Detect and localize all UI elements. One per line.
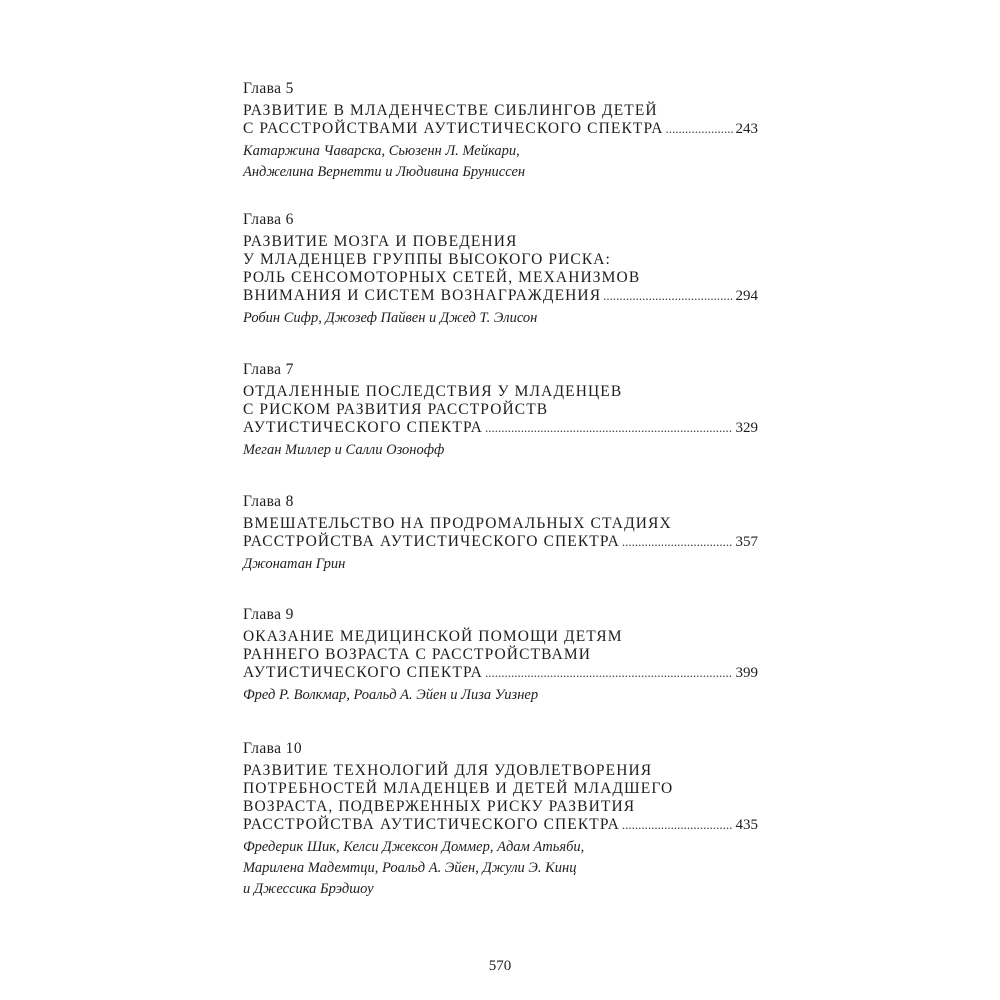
chapter-authors xyxy=(243,837,758,900)
chapter-title-line: ПОТРЕБНОСТЕЙ МЛАДЕНЦЕВ И ДЕТЕЙ МЛАДШЕГО xyxy=(243,780,674,797)
chapter-title-line: ОТДАЛЕННЫЕ ПОСЛЕДСТВИЯ У МЛАДЕНЦЕВ xyxy=(243,383,623,400)
page-number: 329 xyxy=(735,420,758,436)
chapter-label: Глава 9 xyxy=(243,606,294,623)
author-line: Катаржина Чаварска, Сьюзенн Л. Мейкари, xyxy=(243,143,520,159)
dot-leader xyxy=(622,533,733,551)
chapter-title-line: ВМЕШАТЕЛЬСТВО НА ПРОДРОМАЛЬНЫХ СТАДИЯХ xyxy=(243,515,672,532)
page-number: 435 xyxy=(735,817,758,833)
chapter-title-line: У МЛАДЕНЦЕВ ГРУППЫ ВЫСОКОГО РИСКА: xyxy=(243,251,611,268)
chapter-authors xyxy=(243,554,758,575)
chapter-title-last-line xyxy=(243,816,758,834)
chapter-label: Глава 7 xyxy=(243,361,294,378)
chapter-title-line: РАННЕГО ВОЗРАСТА С РАССТРОЙСТВАМИ xyxy=(243,646,592,663)
chapter-title-line: РАЗВИТИЕ МОЗГА И ПОВЕДЕНИЯ xyxy=(243,233,518,250)
toc-entry-chapter-8[interactable] xyxy=(243,492,758,575)
page-number: 399 xyxy=(735,665,758,681)
chapter-title-line: С РИСКОМ РАЗВИТИЯ РАССТРОЙСТВ xyxy=(243,401,549,418)
page-number: 294 xyxy=(735,288,758,304)
author-line: Марилена Мадемтци, Роальд А. Эйен, Джули Э. Кинц xyxy=(243,860,577,876)
page-folio-number: 570 xyxy=(488,958,512,974)
chapter-title-text: ВНИМАНИЯ И СИСТЕМ ВОЗНАГРАЖДЕНИЯ xyxy=(243,287,602,304)
chapter-label: Глава 8 xyxy=(243,493,294,510)
toc-entry-chapter-7[interactable] xyxy=(243,360,758,461)
dot-leader xyxy=(485,419,733,437)
toc-entry-chapter-10[interactable] xyxy=(243,739,758,900)
chapter-title-last-line xyxy=(243,664,758,682)
dot-leader xyxy=(666,120,733,138)
author-line: Анджелина Вернетти и Людивина Бруниссен xyxy=(243,164,526,180)
chapter-authors xyxy=(243,685,758,706)
chapter-title-text: РАССТРОЙСТВА АУТИСТИЧЕСКОГО СПЕКТРА xyxy=(243,816,620,833)
dot-leader xyxy=(603,287,732,305)
chapter-authors xyxy=(243,440,758,461)
chapter-title-last-line xyxy=(243,419,758,437)
dot-leader xyxy=(622,816,733,834)
chapter-label: Глава 6 xyxy=(243,211,294,228)
dot-leader xyxy=(485,664,733,682)
toc-entry-chapter-5[interactable] xyxy=(243,79,758,183)
chapter-title-text: АУТИСТИЧЕСКОГО СПЕКТРА xyxy=(243,419,483,436)
author-line: Фредерик Шик, Келси Джексон Доммер, Адам Атьяби, xyxy=(243,839,585,855)
chapter-title-last-line xyxy=(243,120,758,138)
chapter-authors xyxy=(243,308,758,329)
toc-entry-chapter-9[interactable] xyxy=(243,605,758,706)
chapter-title-text: РАССТРОЙСТВА АУТИСТИЧЕСКОГО СПЕКТРА xyxy=(243,533,620,550)
chapter-title-line: ОКАЗАНИЕ МЕДИЦИНСКОЙ ПОМОЩИ ДЕТЯМ xyxy=(243,628,623,645)
author-line: и Джессика Брэдшоу xyxy=(243,881,374,897)
chapter-authors xyxy=(243,141,758,183)
chapter-title-line: РАЗВИТИЕ ТЕХНОЛОГИЙ ДЛЯ УДОВЛЕТВОРЕНИЯ xyxy=(243,762,653,779)
chapter-title-line: РАЗВИТИЕ В МЛАДЕНЧЕСТВЕ СИБЛИНГОВ ДЕТЕЙ xyxy=(243,102,658,119)
author-line: Джонатан Грин xyxy=(243,556,346,572)
chapter-title-last-line xyxy=(243,533,758,551)
author-line: Робин Сифр, Джозеф Пайвен и Джед Т. Элисон xyxy=(243,310,538,326)
chapter-title-text: С РАССТРОЙСТВАМИ АУТИСТИЧЕСКОГО СПЕКТРА xyxy=(243,120,664,137)
page-number: 357 xyxy=(735,534,758,550)
toc-entry-chapter-6[interactable] xyxy=(243,210,758,329)
chapter-label: Глава 10 xyxy=(243,740,302,757)
chapter-label: Глава 5 xyxy=(243,80,294,97)
author-line: Меган Миллер и Салли Озонофф xyxy=(243,442,445,458)
page-number: 243 xyxy=(735,121,758,137)
author-line: Фред Р. Волкмар, Роальд А. Эйен и Лиза Уизнер xyxy=(243,687,539,703)
chapter-title-last-line xyxy=(243,287,758,305)
chapter-title-text: АУТИСТИЧЕСКОГО СПЕКТРА xyxy=(243,664,483,681)
chapter-title-line: РОЛЬ СЕНСОМОТОРНЫХ СЕТЕЙ, МЕХАНИЗМОВ xyxy=(243,269,641,286)
chapter-title-line: ВОЗРАСТА, ПОДВЕРЖЕННЫХ РИСКУ РАЗВИТИЯ xyxy=(243,798,636,815)
